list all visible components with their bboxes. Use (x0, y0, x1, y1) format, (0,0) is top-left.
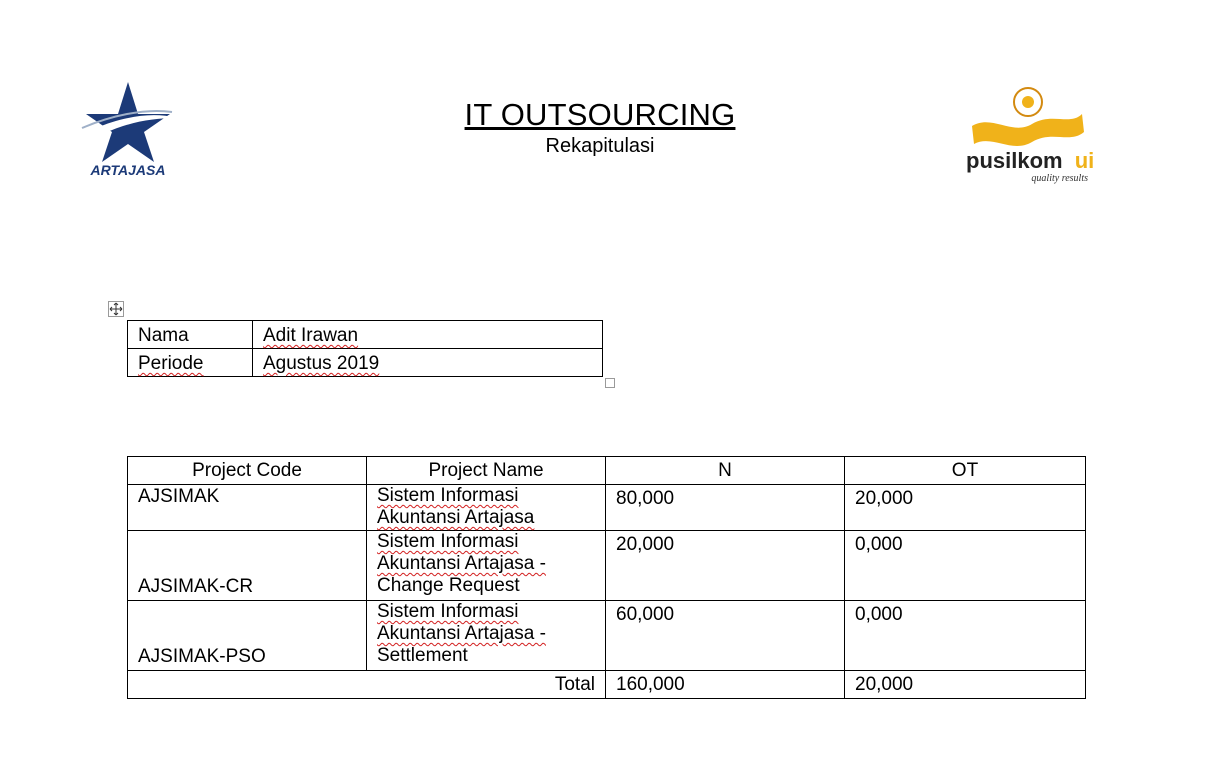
table-resize-handle[interactable] (605, 378, 615, 388)
column-header-n: N (606, 457, 845, 485)
employee-info-table (127, 320, 603, 377)
info-value-text: Adit Irawan (263, 325, 359, 346)
pusilkom-ui-wordmark: ui (1074, 148, 1095, 173)
n-value-cell[interactable]: 60,000 (606, 601, 845, 671)
ot-value-cell[interactable]: 20,000 (845, 485, 1086, 531)
info-value-periode[interactable] (253, 349, 603, 377)
project-code-cell[interactable]: AJSIMAK (128, 485, 367, 531)
total-n-cell[interactable]: 160,000 (606, 671, 845, 699)
info-label-periode: Periode (128, 349, 253, 377)
column-header-ot: OT (845, 457, 1086, 485)
project-code-cell[interactable]: AJSIMAK-CR (128, 531, 367, 601)
project-name-cell[interactable]: Sistem Informasi Akuntansi Artajasa - Change Request (367, 531, 606, 601)
ot-value-cell[interactable]: 0,000 (845, 601, 1086, 671)
table-row (128, 485, 1086, 531)
total-ot-cell[interactable]: 20,000 (845, 671, 1086, 699)
ribbon-icon (972, 88, 1084, 146)
pusilkom-logo (962, 84, 1095, 184)
ot-value-cell[interactable]: 0,000 (845, 531, 1086, 601)
total-label: Total (128, 671, 606, 699)
total-row (128, 671, 1086, 699)
pusilkom-tagline: quality results (1031, 173, 1088, 184)
n-value-cell[interactable]: 80,000 (606, 485, 845, 531)
table-row (128, 601, 1086, 671)
info-label-nama: Nama (128, 321, 253, 349)
n-value-cell[interactable]: 20,000 (606, 531, 845, 601)
pusilkom-wordmark: pusilkom (966, 148, 1063, 173)
info-row-nama (128, 321, 603, 349)
document-title-block (400, 96, 800, 158)
artajasa-logo (48, 74, 201, 180)
svg-text:pusilkom ui (966, 148, 1094, 173)
table-move-handle[interactable] (108, 301, 124, 317)
column-header-project-code: Project Code (128, 457, 367, 485)
move-icon (109, 302, 123, 316)
page-subtitle: Rekapitulasi (545, 135, 655, 157)
artajasa-wordmark: ARTAJASA (90, 162, 166, 178)
table-row (128, 531, 1086, 601)
info-row-periode (128, 349, 603, 377)
project-name-cell[interactable]: Sistem Informasi Akuntansi Artajasa - Settlement (367, 601, 606, 671)
column-header-project-name: Project Name (367, 457, 606, 485)
project-name-cell[interactable]: Sistem Informasi Akuntansi Artajasa (367, 485, 606, 531)
page-title: IT OUTSOURCING (464, 97, 736, 132)
project-summary-table (127, 456, 1086, 699)
info-value-text: Agustus 2019 (263, 353, 380, 374)
table-header-row (128, 457, 1086, 485)
project-code-cell[interactable]: AJSIMAK-PSO (128, 601, 367, 671)
info-value-nama[interactable] (253, 321, 603, 349)
